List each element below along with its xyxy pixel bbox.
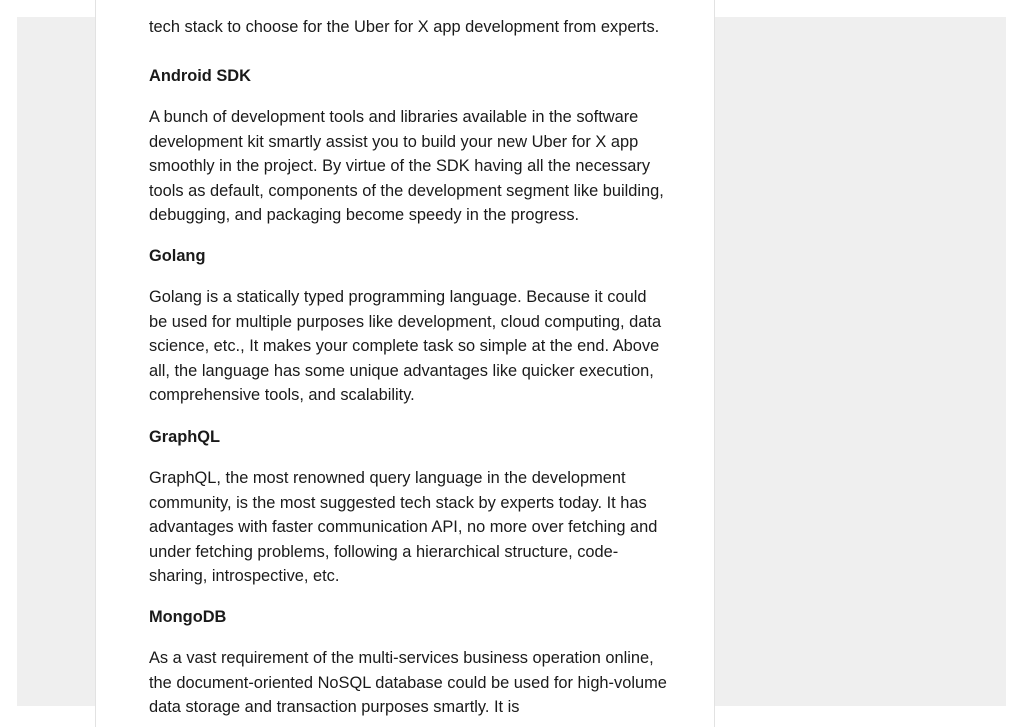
paragraph-mongodb: As a vast requirement of the multi-services business operation online, the document-oriented NoSQL database could be used for high-volume data storage and transaction purposes smartly. It is: [149, 649, 667, 717]
lead-paragraph: tech stack to choose for the Uber for X app development from experts.: [149, 18, 660, 36]
heading-golang: Golang: [149, 247, 206, 265]
heading-android-sdk: Android SDK: [149, 67, 251, 85]
article-column: [95, 0, 715, 727]
page-viewport[interactable]: [17, 17, 1006, 717]
paragraph-android-sdk: A bunch of development tools and libraries available in the software development kit smartly assist you to build your new Uber for X app smoothly in the project. By virtue of the SDK having all the necessary tools as default, components of the development segment like building, debugging, and packaging become speedy in the progress.: [149, 108, 664, 225]
heading-mongodb: MongoDB: [149, 608, 227, 626]
paragraph-golang: Golang is a statically typed programming language. Because it could be used for multiple purposes like development, cloud computing, data science, etc., It makes your complete task so simple at the end. Above all, the language has some unique advantages like quicker execution, comprehensive tools, and scalability.: [149, 288, 662, 405]
paragraph-graphql: GraphQL, the most renowned query language in the development community, is the most suggested tech stack by experts today. It has advantages with faster communication API, no more over fetching and under fetching problems, following a hierarchical structure, code-sharing, introspective, etc.: [149, 469, 658, 586]
heading-graphql: GraphQL: [149, 428, 221, 446]
